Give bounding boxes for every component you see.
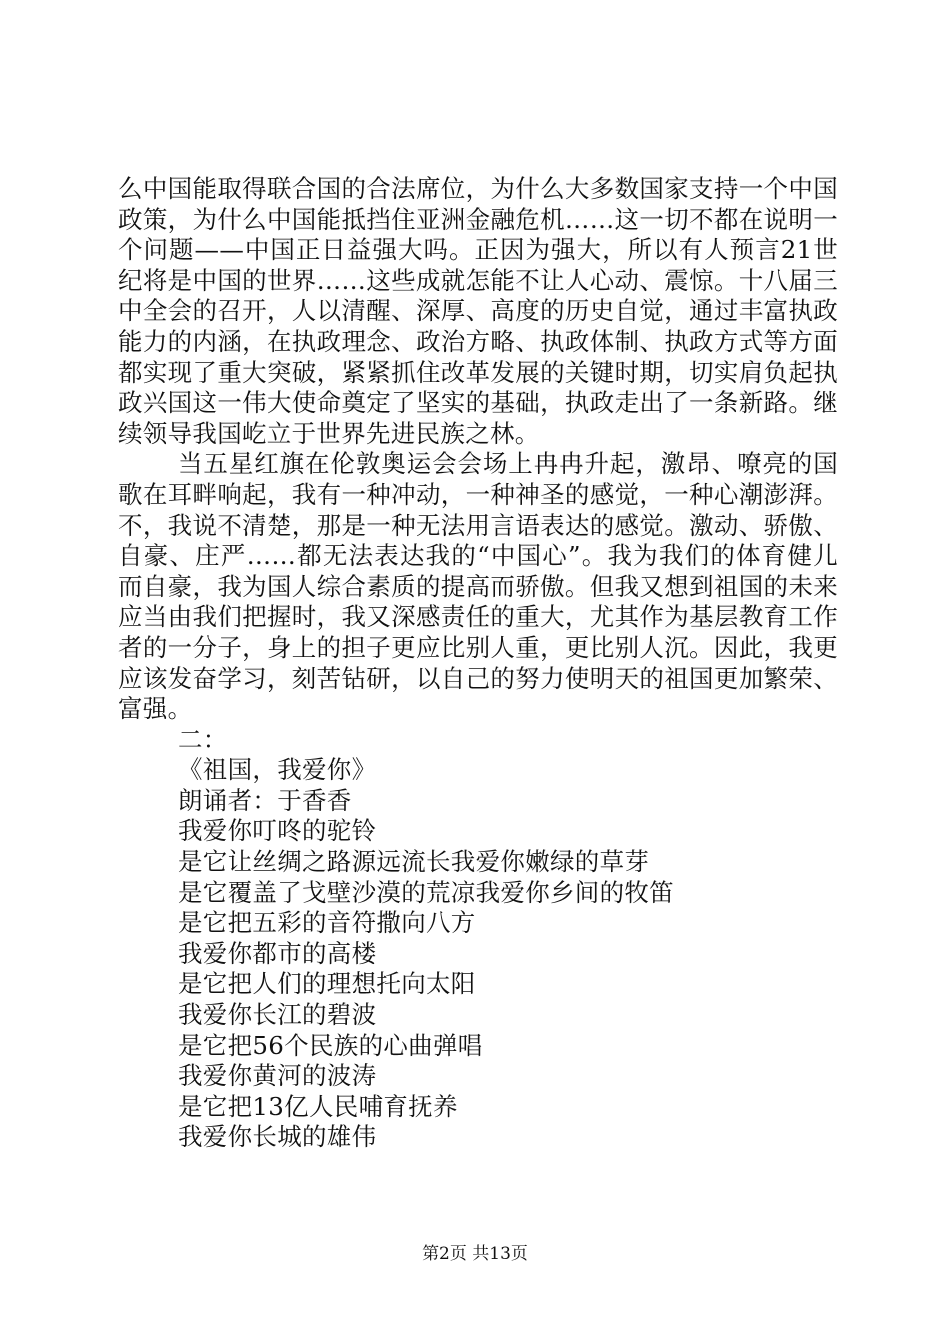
page-number: 第2页 共13页 [422, 1244, 528, 1264]
poem-line: 我爱你长江的碧波 [178, 1000, 377, 1030]
poem-line: 我爱你长城的雄伟 [178, 1122, 377, 1152]
poem-line: 是它让丝绸之路源远流长我爱你嫩绿的草芽 [178, 847, 650, 877]
poem-line: 我爱你都市的高楼 [178, 938, 377, 968]
poem-line: 是它覆盖了戈壁沙漠的荒凉我爱你乡间的牧笛 [178, 877, 674, 907]
document-body [118, 174, 838, 1153]
paragraph-flag-raising: 当五星红旗在伦敦奥运会会场上冉冉升起，激昂、嘹亮的国歌在耳畔响起，我有一种冲动，一种神圣的感觉，一种心潮澎湃。不，我说不清楚，那是一种无法用言语表达的感觉。激动、骄傲、自豪、庄严……都无法表达我的“中国心”。我为我们的体育健儿而自豪，我为国人综合素质的提高而骄傲。但我又想到祖国的未来应当由我们把握时，我又深感责任的重大，尤其作为基层教育工作者的一分子，身上的担子更应比别人重，更比别人沉。因此，我更应该发奋学习，刻苦钻研，以自己的努力使明天的祖国更加繁荣、富强。 [118, 449, 838, 724]
paragraph-continued: 么中国能取得联合国的合法席位，为什么大多数国家支持一个中国政策，为什么中国能抵挡住亚洲金融危机……这一切不都在说明一个问题——中国正日益强大吗。正因为强大，所以有人预言21世纪将是中国的世界……这些成就怎能不让人心动、震惊。十八届三中全会的召开，人以清醒、深厚、高度的历史自觉，通过丰富执政能力的内涵，在执政理念、政治方略、执政体制、执政方式等方面都实现了重大突破，紧紧抓住改革发展的关键时期，切实肩负起执政兴国这一伟大使命奠定了坚实的基础，执政走出了一条新路。继续领导我国屹立于世界先进民族之林。 [118, 174, 838, 448]
poem-title: 《祖国，我爱你》 [178, 755, 377, 785]
poem-reciter: 朗诵者：于香香 [178, 785, 352, 815]
section-number: 二： [178, 724, 228, 754]
poem-line: 我爱你黄河的波涛 [178, 1061, 377, 1091]
poem-line: 是它把人们的理想托向太阳 [178, 969, 476, 999]
poem-line: 是它把五彩的音符撒向八方 [178, 908, 476, 938]
poem-line: 是它把56个民族的心曲弹唱 [178, 1030, 483, 1060]
poem-line: 我爱你叮咚的驼铃 [178, 816, 377, 846]
page-footer [0, 1243, 950, 1265]
poem-line: 是它把13亿人民哺育抚养 [178, 1091, 458, 1121]
